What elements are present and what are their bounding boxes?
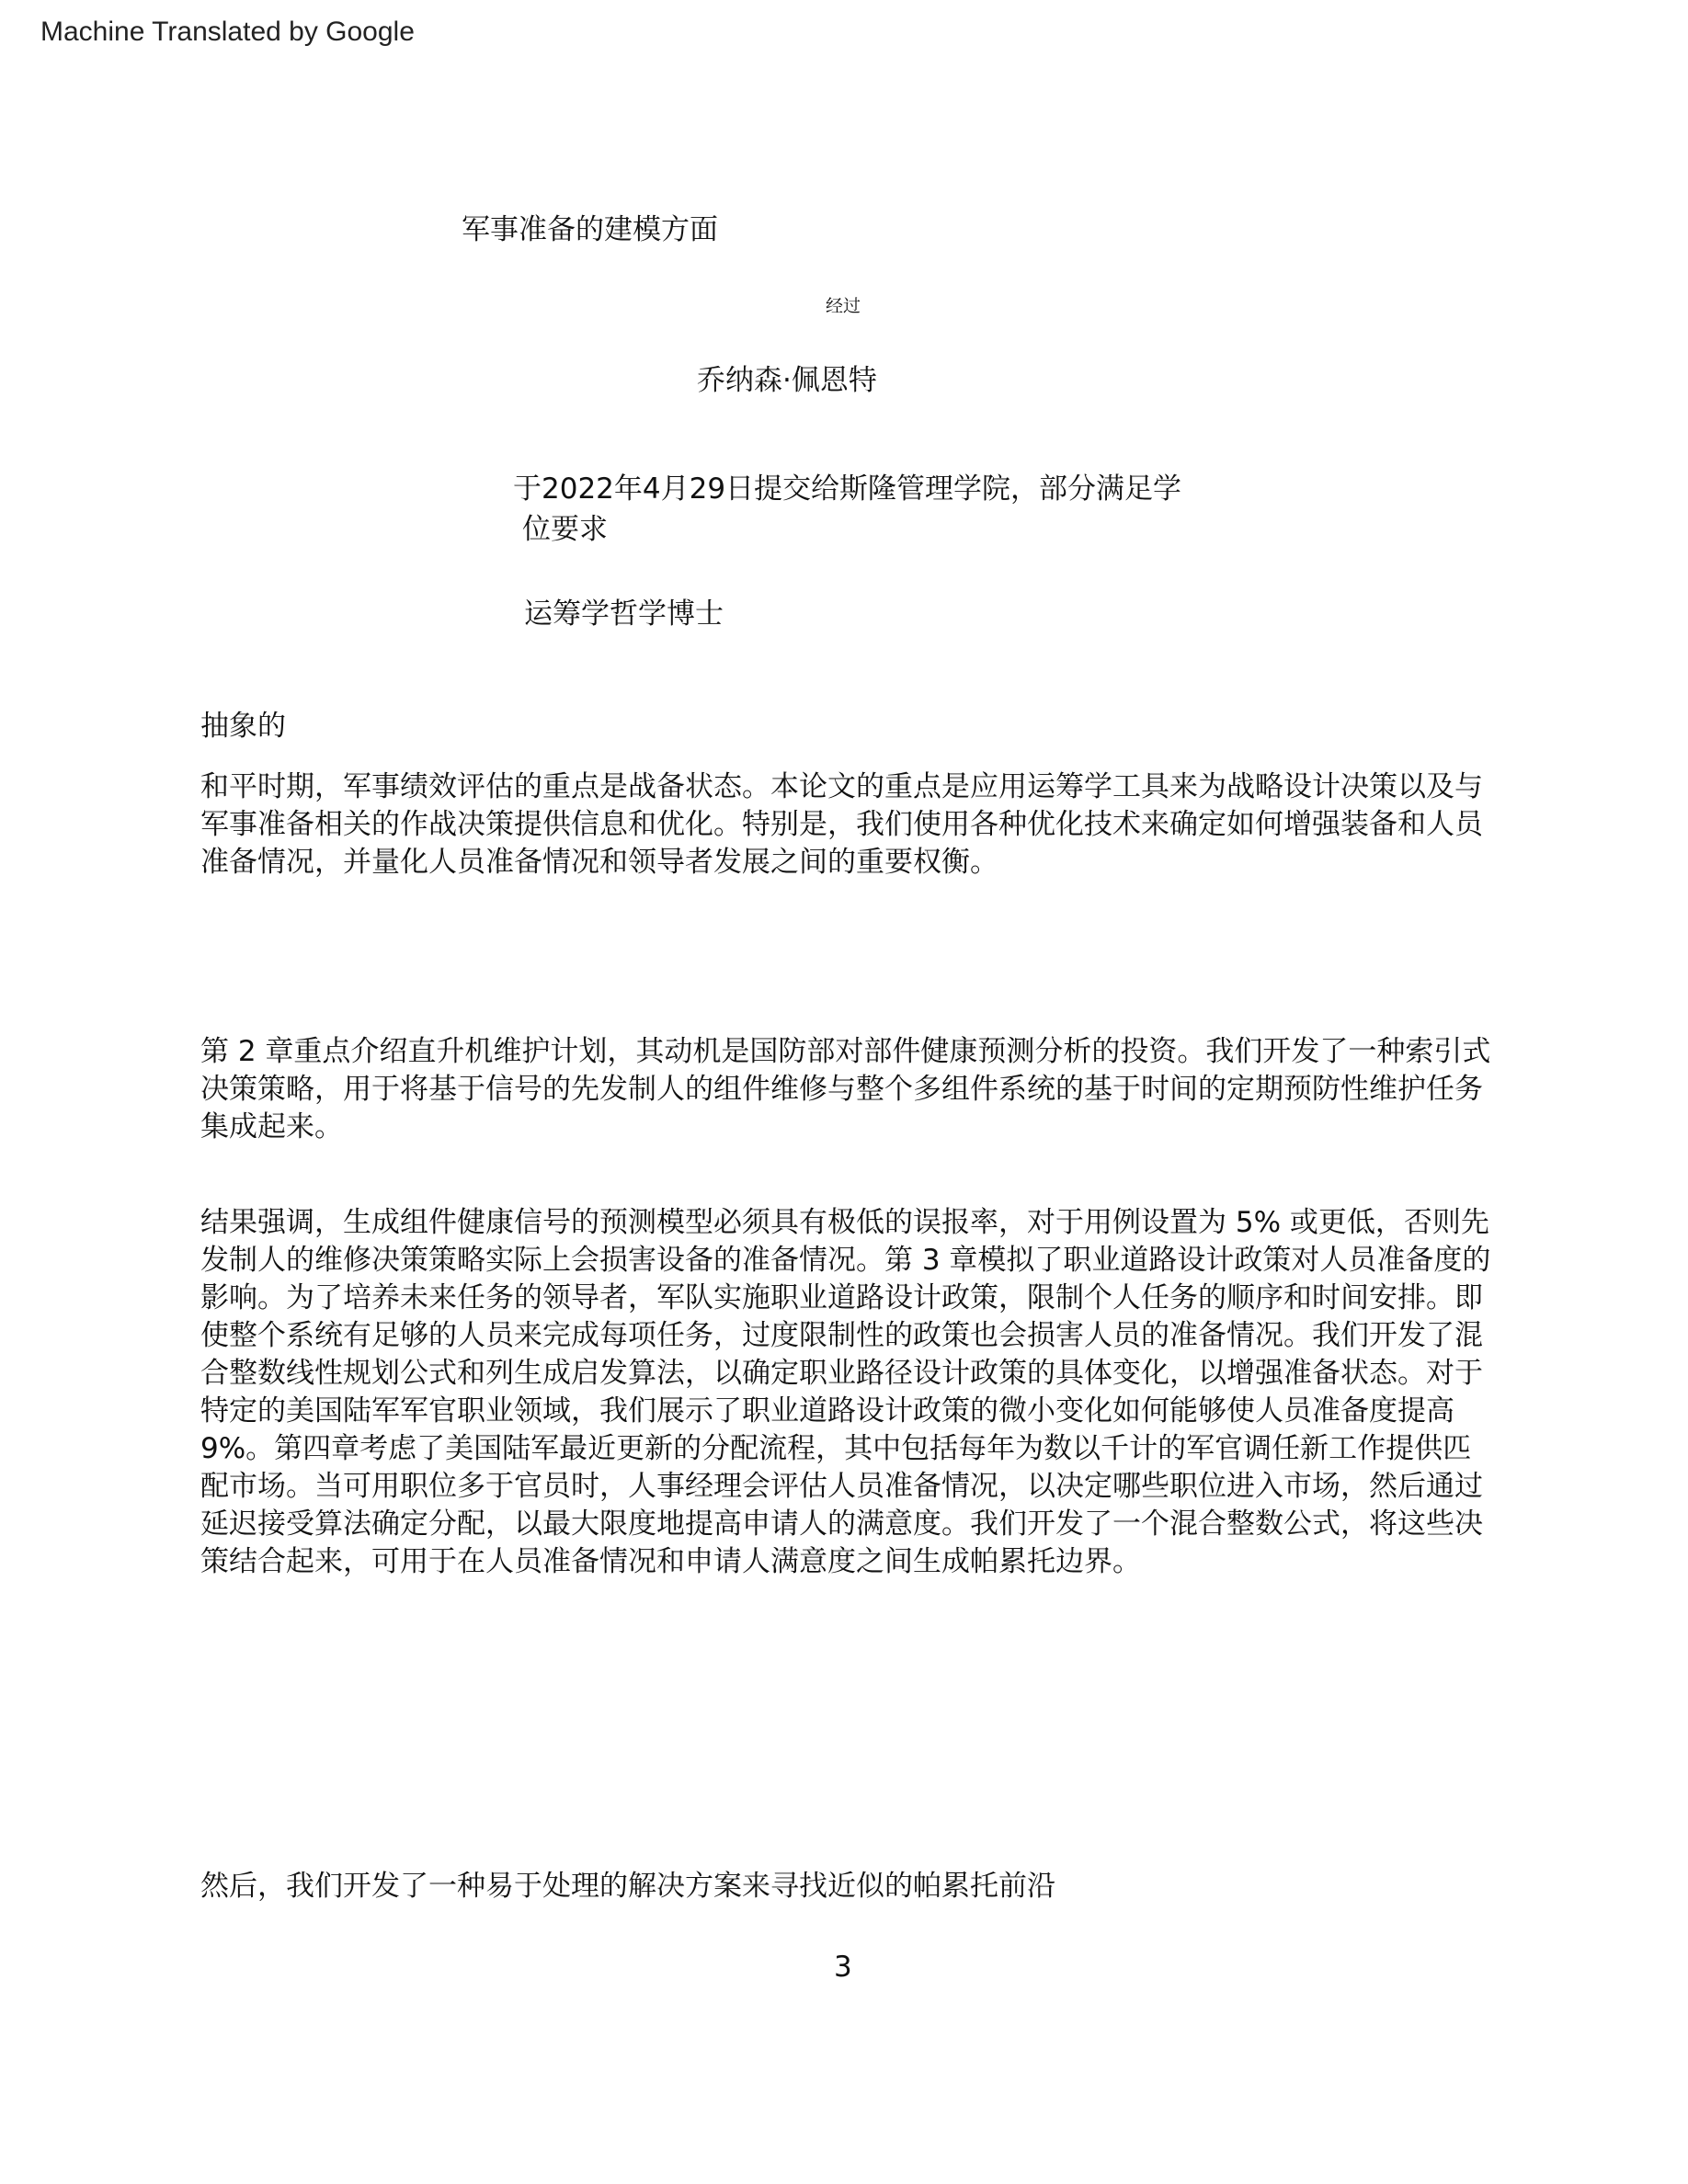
submission-line-2: 位要求 xyxy=(522,513,608,546)
page-number: 3 xyxy=(834,1951,852,1984)
abstract-paragraph-4: 然后，我们开发了一种易于处理的解决方案来寻找近似的帕累托前沿 xyxy=(200,1870,1055,1903)
degree-name: 运筹学哲学博士 xyxy=(524,597,724,631)
submission-statement xyxy=(513,469,1193,550)
abstract-paragraph-2: 第 2 章重点介绍直升机维护计划，其动机是国防部对部件健康预测分析的投资。我们开发了一种索引式决策策略，用于将基于信号的先发制人的组件维修与整个多组件系统的基于时间的定期预防性维护任务集成起来。 xyxy=(200,1035,1491,1143)
submission-line-1: 于2022年4月29日提交给斯隆管理学院，部分满足学 xyxy=(513,472,1182,506)
abstract-paragraph-1: 和平时期，军事绩效评估的重点是战备状态。本论文的重点是应用运筹学工具来为战略设计决策以及与军事准备相关的作战决策提供信息和优化。特别是，我们使用各种优化技术来确定如何增强装备和人员准备情况，并量化人员准备情况和领导者发展之间的重要权衡。 xyxy=(200,770,1483,879)
thesis-title: 军事准备的建模方面 xyxy=(462,213,718,246)
abstract-heading: 抽象的 xyxy=(200,710,286,743)
by-label: 经过 xyxy=(826,296,861,316)
author-name: 乔纳森·佩恩特 xyxy=(697,364,877,397)
machine-translation-banner: Machine Translated by Google xyxy=(40,17,415,47)
abstract-paragraph-3: 结果强调，生成组件健康信号的预测模型必须具有极低的误报率，对于用例设置为 5% 或更低，否则先发制人的维修决策策略实际上会损害设备的准备情况。第 3 章模拟了职业道路设计政策对人员准备度的影响。为了培养未来任务的领导者，军队实施职业道路设计政策，限制个人任务的顺序和时间安排。即使整个系统有足够的人员来完成每项任务，过度限制性的政策也会损害人员的准备情况。我们开发了混合整数线性规划公式和列生成启发算法，以确定职业路径设计政策的具体变化，以增强准备状态。对于特定的美国陆军军官职业领域，我们展示了职业道路设计政策的微小变化如何能够使人员准备度提高 9%。第四章考虑了美国陆军最近更新的分配流程，其中包括每年为数以千计的军官调任新工作提供匹配市场。当可用职位多于官员时，人事经理会评估人员准备情况，以决定哪些职位进入市场，然后通过延迟接受算法确定分配，以最大限度地提高申请人的满意度。我们开发了一个混合整数公式，将这些决策结合起来，可用于在人员准备情况和申请人满意度之间生成帕累托边界。 xyxy=(200,1206,1491,1578)
